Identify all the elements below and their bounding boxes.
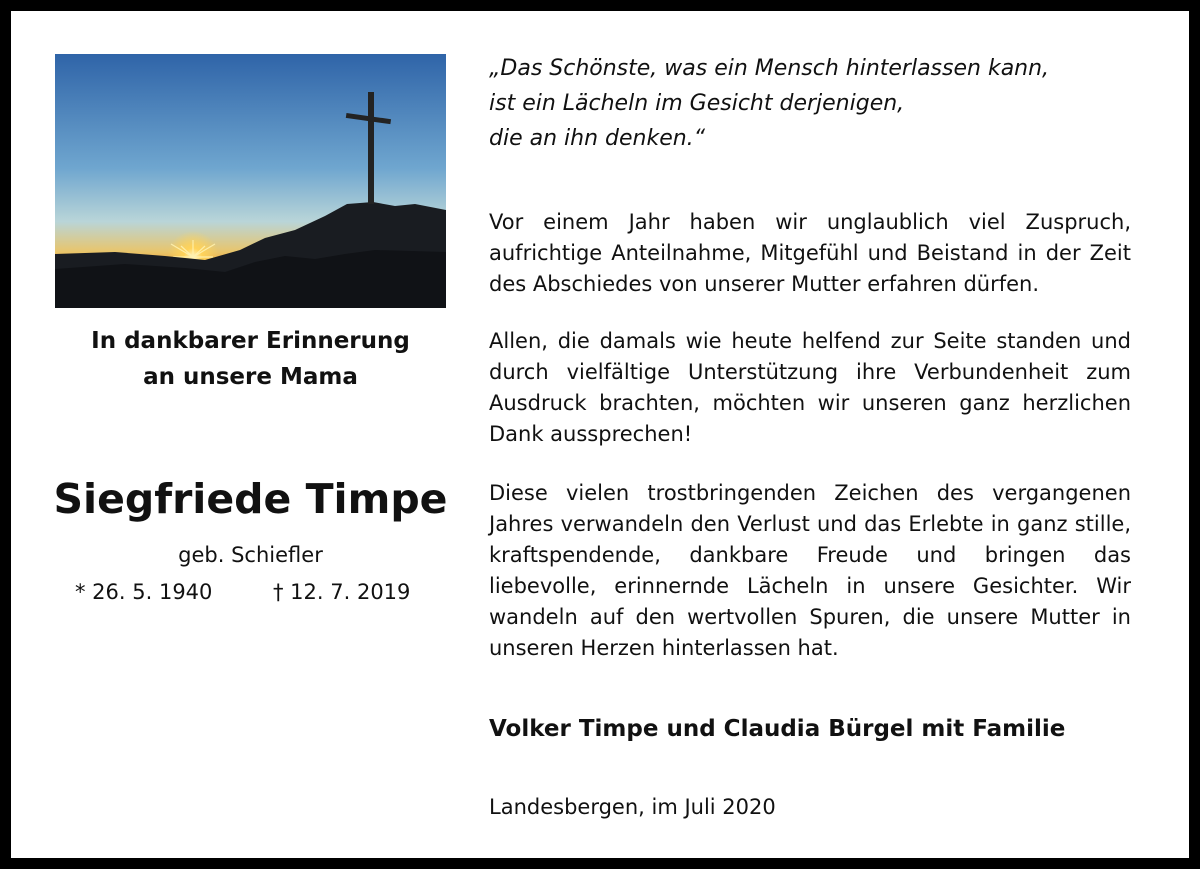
sunset-cross-photo <box>55 54 446 308</box>
birth-name: geb. Schiefler <box>178 543 323 567</box>
place-and-date: Landesbergen, im Juli 2020 <box>489 795 776 819</box>
dedication-line-1: In dankbarer Erinnerung <box>91 328 410 354</box>
paragraph-1: Vor einem Jahr haben wir unglaublich viel Zuspruch, aufrichtige Anteilnahme, Mitgefühl und Beistand in der Zeit des Abschiedes von unserer Mutter erfahren dürfen. <box>489 210 1131 296</box>
birth-date: * 26. 5. 1940 <box>75 580 213 604</box>
quote <box>489 51 1139 156</box>
dedication <box>55 323 446 395</box>
deceased-name: Siegfriede Timpe <box>53 475 448 523</box>
signature: Volker Timpe und Claudia Bürgel mit Familie <box>489 716 1066 742</box>
quote-line-2: ist ein Lächeln im Gesicht derjenigen, <box>489 91 905 116</box>
death-date: † 12. 7. 2019 <box>273 580 411 604</box>
paragraph-2: Allen, die damals wie heute helfend zur Seite standen und durch vielfältige Unterstützung ihre Verbundenheit zum Ausdruck brachten, möchten wir unseren ganz herzlichen Dank aussprechen! <box>489 329 1131 446</box>
quote-line-3: die an ihn denken.“ <box>489 126 706 151</box>
quote-line-1: „Das Schönste, was ein Mensch hinterlassen kann, <box>489 56 1050 81</box>
dedication-line-2: an unsere Mama <box>143 364 358 390</box>
paragraph-3: Diese vielen trostbringenden Zeichen des vergangenen Jahres verwandeln den Verlust und das Erlebte in ganz stille, kraftspendende, dankbare Freude und bringen das liebevolle, erinnernde Lächeln in unsere Gesichter. Wir wandeln auf den wertvollen Spuren, die unsere Mutter in unseren Herzen hinterlassen hat. <box>489 481 1131 660</box>
